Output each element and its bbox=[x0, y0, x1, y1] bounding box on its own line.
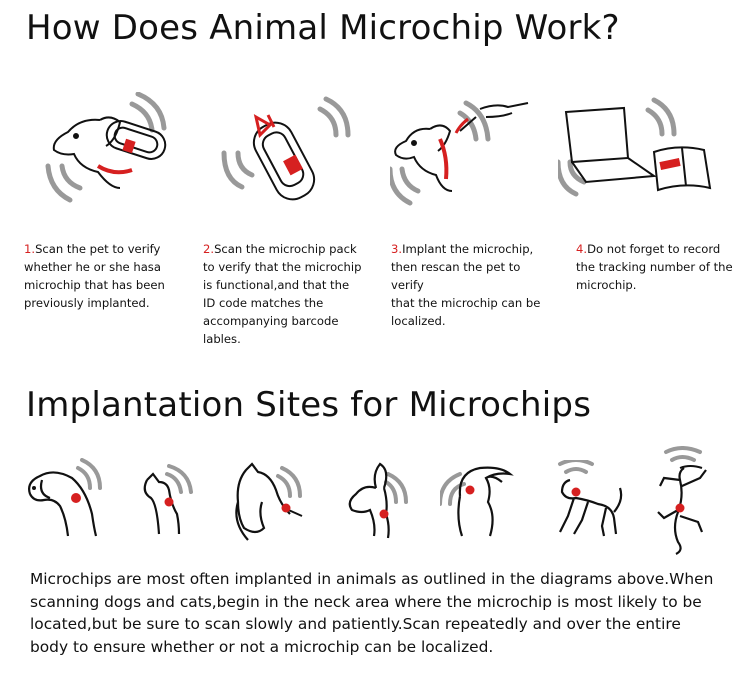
lizard-site-icon bbox=[650, 446, 730, 556]
laptop-record-book-icon bbox=[558, 96, 728, 206]
step-1-text: 1.Scan the pet to verify whether he or she hasa microchip that has been previously implanted. bbox=[24, 242, 165, 310]
cat-site-icon bbox=[135, 464, 205, 536]
step-number: 3. bbox=[391, 242, 403, 256]
rabbit-site-icon bbox=[340, 462, 420, 542]
bird-site-icon bbox=[440, 460, 520, 540]
horse-site-icon bbox=[228, 462, 308, 542]
dog-scanner-icon bbox=[40, 92, 190, 222]
step-3-text: 3.Implant the microchip, then rescan the pet to verify that the microchip can be localized. bbox=[391, 242, 541, 328]
dog-implant-icon bbox=[390, 95, 540, 225]
section-title: Implantation Sites for Microchips bbox=[26, 385, 592, 425]
step-number: 2. bbox=[203, 242, 215, 256]
step-2-text: 2.Scan the microchip pack to verify that the microchip is functional,and that the ID code matches the accompanying barcode lables. bbox=[203, 242, 362, 346]
step-number: 1. bbox=[24, 242, 36, 256]
page-title: How Does Animal Microchip Work? bbox=[26, 8, 620, 48]
dog-site-icon bbox=[20, 458, 110, 538]
step-number: 4. bbox=[576, 242, 588, 256]
microchip-pack-scanner-icon bbox=[212, 95, 362, 225]
footer-paragraph: Microchips are most often implanted in animals as outlined in the diagrams above.When scanning dogs and cats,begin in the neck area where the microchip is most likely to be located,but be sure to scan slowly and patiently.Scan repeatedly and over the entire body to ensure whether or not a microchip can be localized. bbox=[30, 570, 714, 656]
step-4-text: 4.Do not forget to record the tracking number of the microchip. bbox=[576, 242, 733, 292]
monkey-site-icon bbox=[540, 460, 630, 540]
